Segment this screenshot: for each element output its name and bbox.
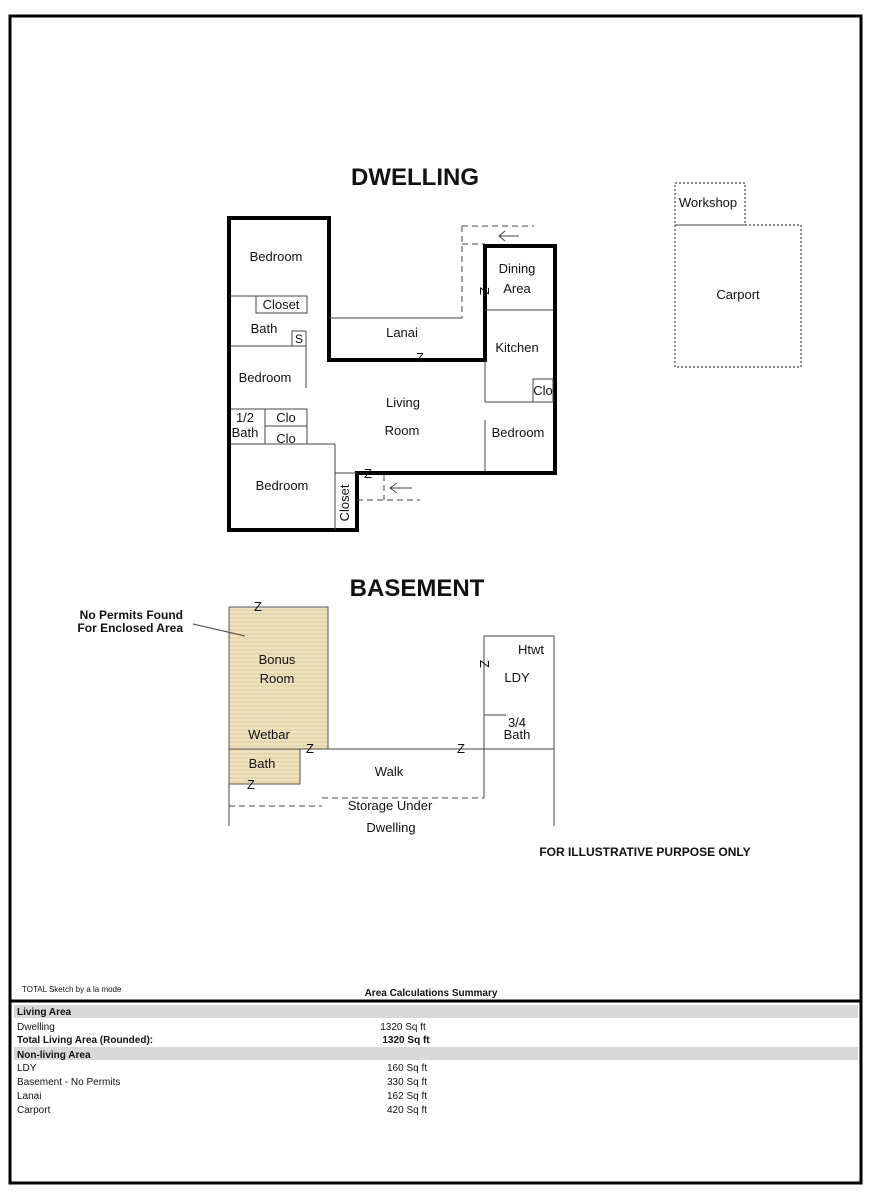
label-clo-right: Clo	[533, 383, 553, 398]
row-basement-value: 330 Sq ft	[386, 1077, 428, 1088]
unpermitted-area	[229, 607, 328, 784]
label-storage-dwelling: Dwelling	[366, 820, 416, 835]
dwelling-plan	[229, 218, 555, 530]
row-total-value: 1320 Sq ft	[382, 1035, 430, 1046]
disclaimer: FOR ILLUSTRATIVE PURPOSE ONLY	[539, 845, 751, 859]
nonliving-area-header-bg	[14, 1047, 858, 1060]
row-carport-value: 420 Sq ft	[386, 1105, 428, 1116]
label-bedroom-bottom: Bedroom	[255, 478, 309, 493]
label-basement-bath: Bath	[248, 756, 276, 771]
nonliving-area-header: Non-living Area	[17, 1050, 91, 1061]
living-area-header: Living Area	[17, 1007, 72, 1018]
note-no-permits: No Permits Found	[79, 608, 183, 622]
row-dwelling-label: Dwelling	[17, 1022, 55, 1033]
label-clo-1: Clo	[276, 410, 296, 425]
label-bonus: Bonus	[258, 652, 296, 667]
label-half: 1/2	[235, 410, 255, 425]
basement-heading: BASEMENT	[349, 575, 485, 602]
marker-z: Z	[254, 599, 262, 614]
label-three-quarter: 3/4	[507, 715, 527, 730]
row-lanai-label: Lanai	[17, 1091, 42, 1102]
row-total-label: Total Living Area (Rounded):	[17, 1035, 154, 1046]
label-s: S	[294, 332, 304, 346]
label-bedroom-top: Bedroom	[249, 249, 303, 264]
label-three-quarter-bath: Bath	[503, 727, 531, 742]
label-clo-2: Clo	[276, 431, 296, 446]
label-ldy: LDY	[504, 670, 530, 685]
area-summary-title: Area Calculations Summary	[364, 988, 498, 999]
note-enclosed-area: For Enclosed Area	[77, 621, 183, 635]
basement-plan	[77, 599, 554, 835]
label-bath: Bath	[250, 321, 278, 336]
marker-z: Z	[477, 660, 492, 668]
marker-z: Z	[364, 466, 372, 481]
label-storage-under: Storage Under	[347, 798, 433, 813]
row-ldy-label: LDY	[17, 1063, 37, 1074]
label-closet: Closet	[262, 297, 300, 312]
label-bedroom-mid: Bedroom	[238, 370, 292, 385]
marker-z: Z	[457, 741, 465, 756]
label-walk: Walk	[374, 764, 404, 779]
label-workshop: Workshop	[678, 195, 738, 210]
row-carport-label: Carport	[17, 1105, 51, 1116]
label-closet-vertical: Closet	[337, 484, 352, 522]
label-area: Area	[503, 281, 531, 296]
marker-z: Z	[477, 287, 492, 295]
label-half-bath: Bath	[231, 425, 259, 440]
area-calculations	[10, 985, 861, 1116]
outbuilding-plan	[675, 183, 801, 367]
label-wetbar: Wetbar	[248, 727, 290, 742]
row-lanai-value: 162 Sq ft	[386, 1091, 428, 1102]
row-dwelling-value: 1320 Sq ft	[380, 1022, 426, 1033]
label-lanai: Lanai	[386, 325, 418, 340]
label-htwt: Htwt	[518, 642, 544, 657]
label-living: Living	[386, 395, 420, 410]
software-credit: TOTAL Sketch by a la mode	[22, 985, 122, 994]
label-room: Room	[384, 423, 420, 438]
row-basement-label: Basement - No Permits	[17, 1077, 121, 1088]
label-bonus-room: Room	[259, 671, 295, 686]
label-bedroom-right: Bedroom	[491, 425, 545, 440]
outbuilding-outline	[675, 183, 801, 367]
label-kitchen: Kitchen	[495, 340, 539, 355]
row-ldy-value: 160 Sq ft	[386, 1063, 428, 1074]
marker-z: Z	[416, 350, 424, 365]
marker-z: Z	[247, 777, 255, 792]
label-carport: Carport	[716, 287, 760, 302]
label-dining: Dining	[498, 261, 536, 276]
dwelling-heading: DWELLING	[351, 164, 479, 191]
living-area-header-bg	[14, 1005, 858, 1018]
marker-z: Z	[306, 741, 314, 756]
